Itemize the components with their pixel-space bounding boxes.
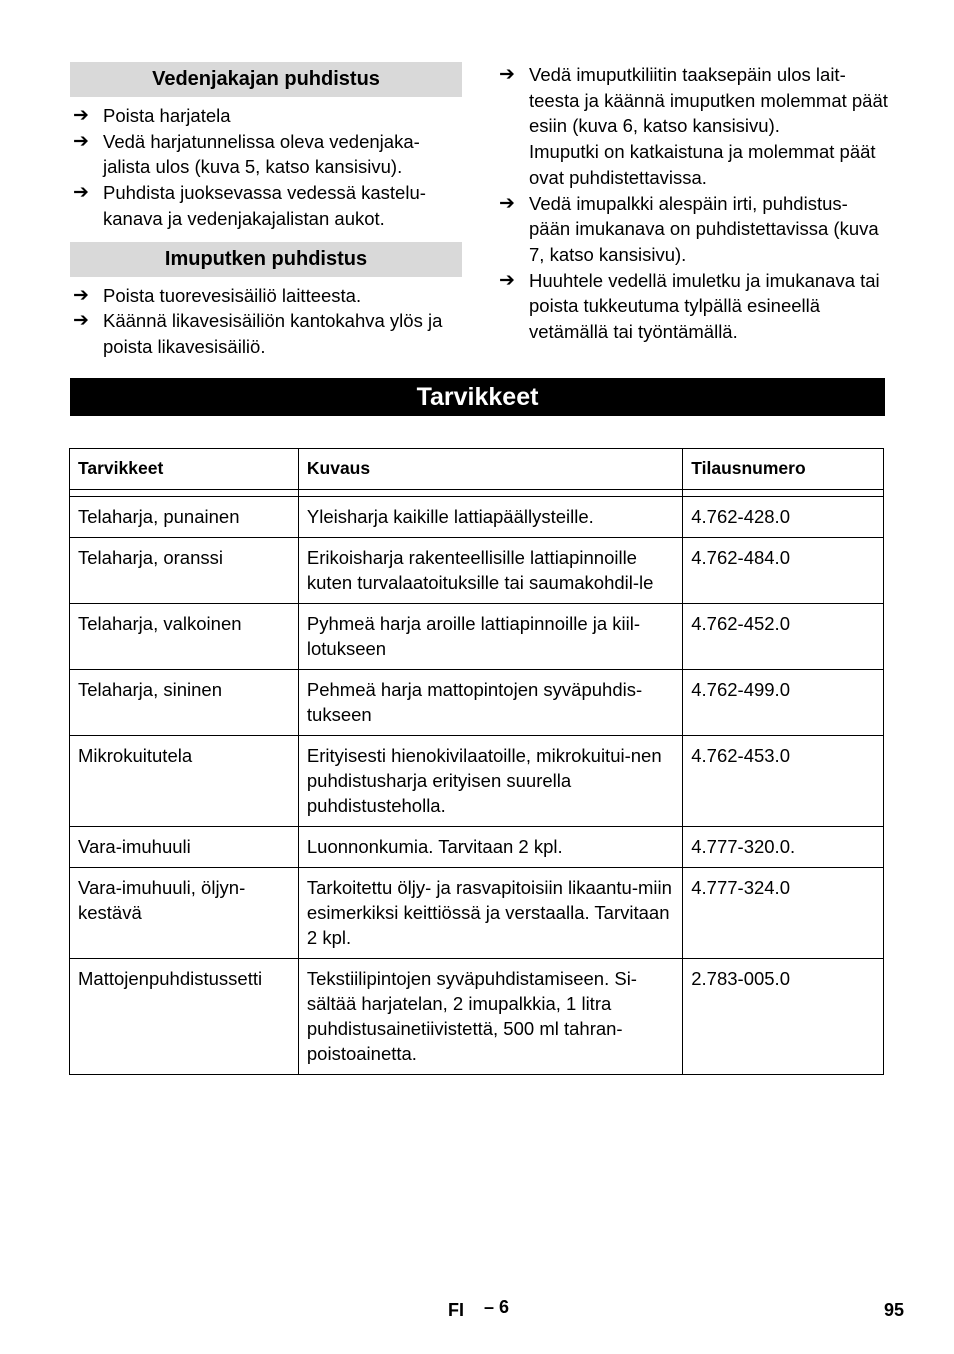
cell-order-number: 2.783-005.0 bbox=[683, 959, 884, 1075]
arrow-icon: ➔ bbox=[73, 182, 89, 204]
table-row bbox=[70, 827, 884, 868]
arrow-icon: ➔ bbox=[499, 64, 515, 85]
accessories-table bbox=[69, 448, 884, 1075]
cell-accessory: Telaharja, oranssi bbox=[70, 538, 299, 604]
list-item bbox=[496, 62, 888, 191]
cell-description: Pehmeä harja mattopintojen syväpuhdis-tukseen bbox=[298, 670, 682, 736]
section-heading-imuputki: Imuputken puhdistus bbox=[70, 242, 462, 277]
header-kuvaus: Kuvaus bbox=[298, 449, 682, 490]
list-item-note: Imuputki on katkaistuna ja molemmat päät ovat puhdistettavissa. bbox=[529, 141, 876, 188]
list-item-text: Poista harjatela bbox=[103, 105, 231, 126]
cell-order-number: 4.777-320.0. bbox=[683, 827, 884, 868]
cell-description: Erikoisharja rakenteellisille lattiapinnoille kuten turvalaatoituksille tai saumakohdil-le bbox=[298, 538, 682, 604]
arrow-icon: ➔ bbox=[499, 192, 515, 214]
cell-description: Erityisesti hienokivilaatoille, mikrokuitui-nen puhdistusharja erityisen suurella puhdistusteholla. bbox=[298, 736, 682, 827]
cell-description: Yleisharja kaikille lattiapäällysteille. bbox=[298, 497, 682, 538]
table-row bbox=[70, 670, 884, 736]
cell-description: Tarkoitettu öljy- ja rasvapitoisiin likaantu-miin esimerkiksi keittiössä ja verstaalla. Tarvitaan 2 kpl. bbox=[298, 868, 682, 959]
footer-section-page: – 6 bbox=[484, 1297, 510, 1317]
page-number: 95 bbox=[884, 1300, 905, 1320]
arrow-icon: ➔ bbox=[73, 130, 89, 152]
cell-accessory: Vara-imuhuuli bbox=[70, 827, 299, 868]
cell-accessory: Mikrokuitutela bbox=[70, 736, 299, 827]
table-row bbox=[70, 538, 884, 604]
cell-description: Pyhmeä harja aroille lattiapinnoille ja kiil-lotukseen bbox=[298, 604, 682, 670]
list-item-text: Huuhtele vedellä imuletku ja imukanava tai poista tukkeutuma tylpällä esineellä vetämällä tai työntämällä. bbox=[529, 269, 880, 343]
chapter-banner: Tarvikkeet bbox=[70, 378, 885, 416]
list-item bbox=[496, 191, 888, 268]
list-item-text: Vedä imuputkiliitin taaksepäin ulos lait-teesta ja käännä imuputken molemmat päät esiin (kuva 6, katso kansisivu). bbox=[529, 64, 888, 137]
list-item bbox=[496, 268, 888, 345]
cell-description: Luonnonkumia. Tarvitaan 2 kpl. bbox=[298, 827, 682, 868]
list-item bbox=[70, 308, 462, 359]
cell-description: Tekstiilipintojen syväpuhdistamiseen. Si-sältää harjatelan, 2 imupalkkia, 1 litra puhdistusainetiivistettä, 500 ml tahran-poistoainetta. bbox=[298, 959, 682, 1075]
list-item bbox=[70, 103, 462, 129]
table-row bbox=[70, 497, 884, 538]
cell-accessory: Telaharja, punainen bbox=[70, 497, 299, 538]
right-column bbox=[496, 62, 888, 345]
table-header-row bbox=[70, 449, 884, 490]
arrow-icon: ➔ bbox=[73, 284, 89, 306]
cell-accessory: Telaharja, sininen bbox=[70, 670, 299, 736]
list-item-text: Vedä harjatunnelissa oleva vedenjaka-jalista ulos (kuva 5, katso kansisivu). bbox=[103, 130, 420, 178]
cell-order-number: 4.762-428.0 bbox=[683, 497, 884, 538]
list-item bbox=[70, 180, 462, 231]
cell-order-number: 4.762-499.0 bbox=[683, 670, 884, 736]
table-row bbox=[70, 604, 884, 670]
cell-accessory: Vara-imuhuuli, öljyn-kestävä bbox=[70, 868, 299, 959]
list-item-text: Vedä imupalkki alespäin irti, puhdistus-pään imukanava on puhdistettavissa (kuva 7, katso kansisivu). bbox=[529, 192, 879, 265]
table-row bbox=[70, 736, 884, 827]
list-item-text: Käännä likavesisäiliön kantokahva ylös ja poista likavesisäiliö. bbox=[103, 310, 443, 357]
list-item-text: Poista tuorevesisäiliö laitteesta. bbox=[103, 284, 362, 306]
list-item-text: Puhdista juoksevassa vedessä kastelu-kanava ja vedenjakajalistan aukot. bbox=[103, 182, 426, 229]
header-tarvikkeet: Tarvikkeet bbox=[70, 449, 299, 490]
cell-order-number: 4.762-484.0 bbox=[683, 538, 884, 604]
arrow-icon: ➔ bbox=[73, 105, 89, 126]
footer-language: FI bbox=[448, 1300, 464, 1320]
list-item bbox=[70, 283, 462, 309]
section-heading-vedenjakaja: Vedenjakajan puhdistus bbox=[70, 62, 462, 97]
instruction-list-imuputki-cont bbox=[496, 62, 888, 345]
cell-order-number: 4.777-324.0 bbox=[683, 868, 884, 959]
list-item bbox=[70, 129, 462, 180]
table-row bbox=[70, 868, 884, 959]
left-column bbox=[70, 62, 462, 360]
table-body bbox=[70, 497, 884, 1075]
arrow-icon: ➔ bbox=[73, 310, 89, 332]
table-row bbox=[70, 959, 884, 1075]
cell-accessory: Mattojenpuhdistussetti bbox=[70, 959, 299, 1075]
instruction-list-vedenjakaja bbox=[70, 103, 462, 232]
cell-order-number: 4.762-453.0 bbox=[683, 736, 884, 827]
cell-order-number: 4.762-452.0 bbox=[683, 604, 884, 670]
instruction-list-imuputki bbox=[70, 283, 462, 360]
arrow-icon: ➔ bbox=[499, 269, 515, 291]
cell-accessory: Telaharja, valkoinen bbox=[70, 604, 299, 670]
header-tilausnumero: Tilausnumero bbox=[683, 449, 884, 490]
